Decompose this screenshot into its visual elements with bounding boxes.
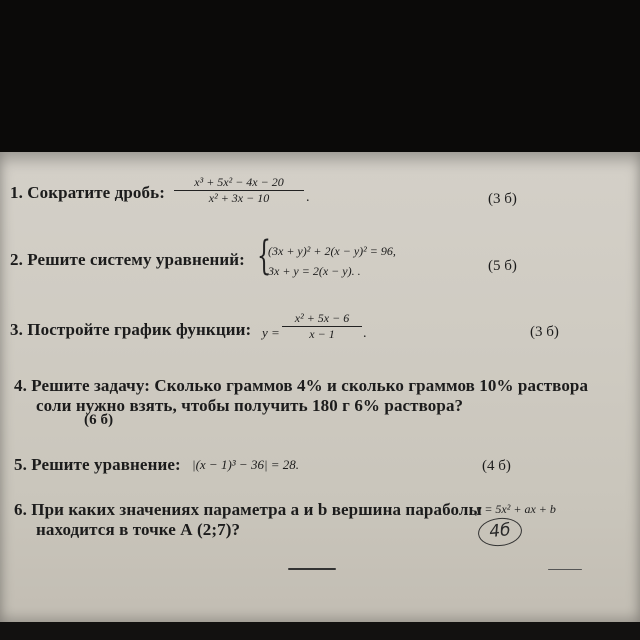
task-5-equation: |(x − 1)³ − 36| = 28.	[192, 457, 300, 472]
task-4-score: (6 б)	[84, 412, 114, 428]
handwritten-score: 4б	[477, 516, 524, 548]
task-1-text: 1. Сократите дробь:	[10, 183, 165, 202]
task-3-period: .	[363, 326, 367, 341]
task-4-line-2: соли нужно взять, чтобы получить 180 г 6% раствора?	[36, 396, 464, 415]
pen-mark	[548, 569, 582, 570]
task-1-denominator: x² + 3x − 10	[208, 191, 270, 205]
system-brace: {	[257, 233, 271, 279]
task-3-fraction	[282, 312, 362, 341]
task-3-denominator: x − 1	[309, 327, 335, 341]
task-6-line-2: находится в точке А (2;7)?	[36, 520, 241, 539]
task-3-numerator: x² + 5x − 6	[294, 311, 350, 325]
pen-mark	[288, 568, 336, 570]
task-4-line-1: 4. Решите задачу: Сколько граммов 4% и сколько граммов 10% раствора	[14, 376, 589, 395]
task-3-text: 3. Постройте график функции:	[10, 320, 252, 339]
task-1-fraction	[174, 176, 304, 205]
task-1-score: (3 б)	[488, 191, 517, 207]
task-2-text: 2. Решите систему уравнений:	[10, 250, 245, 269]
task-5-text: 5. Решите уравнение:	[14, 455, 181, 474]
task-2-equation-2: 3x + y = 2(x − y). .	[268, 264, 361, 278]
task-2-equation-1: (3x + y)² + 2(x − y)² = 96,	[268, 244, 396, 258]
table-surface	[0, 622, 640, 640]
task-3-lhs: y =	[262, 325, 280, 340]
task-1-numerator: x³ + 5x² − 4x − 20	[194, 175, 284, 189]
task-1-period: .	[306, 190, 310, 205]
task-5-score: (4 б)	[482, 458, 511, 474]
task-6-line-1: 6. При каких значениях параметра a и b вершина параболы	[14, 500, 482, 519]
task-2-score: (5 б)	[488, 258, 517, 274]
task-3-score: (3 б)	[530, 324, 559, 340]
task-6-formula: y = 5x² + ax + b	[476, 502, 556, 516]
